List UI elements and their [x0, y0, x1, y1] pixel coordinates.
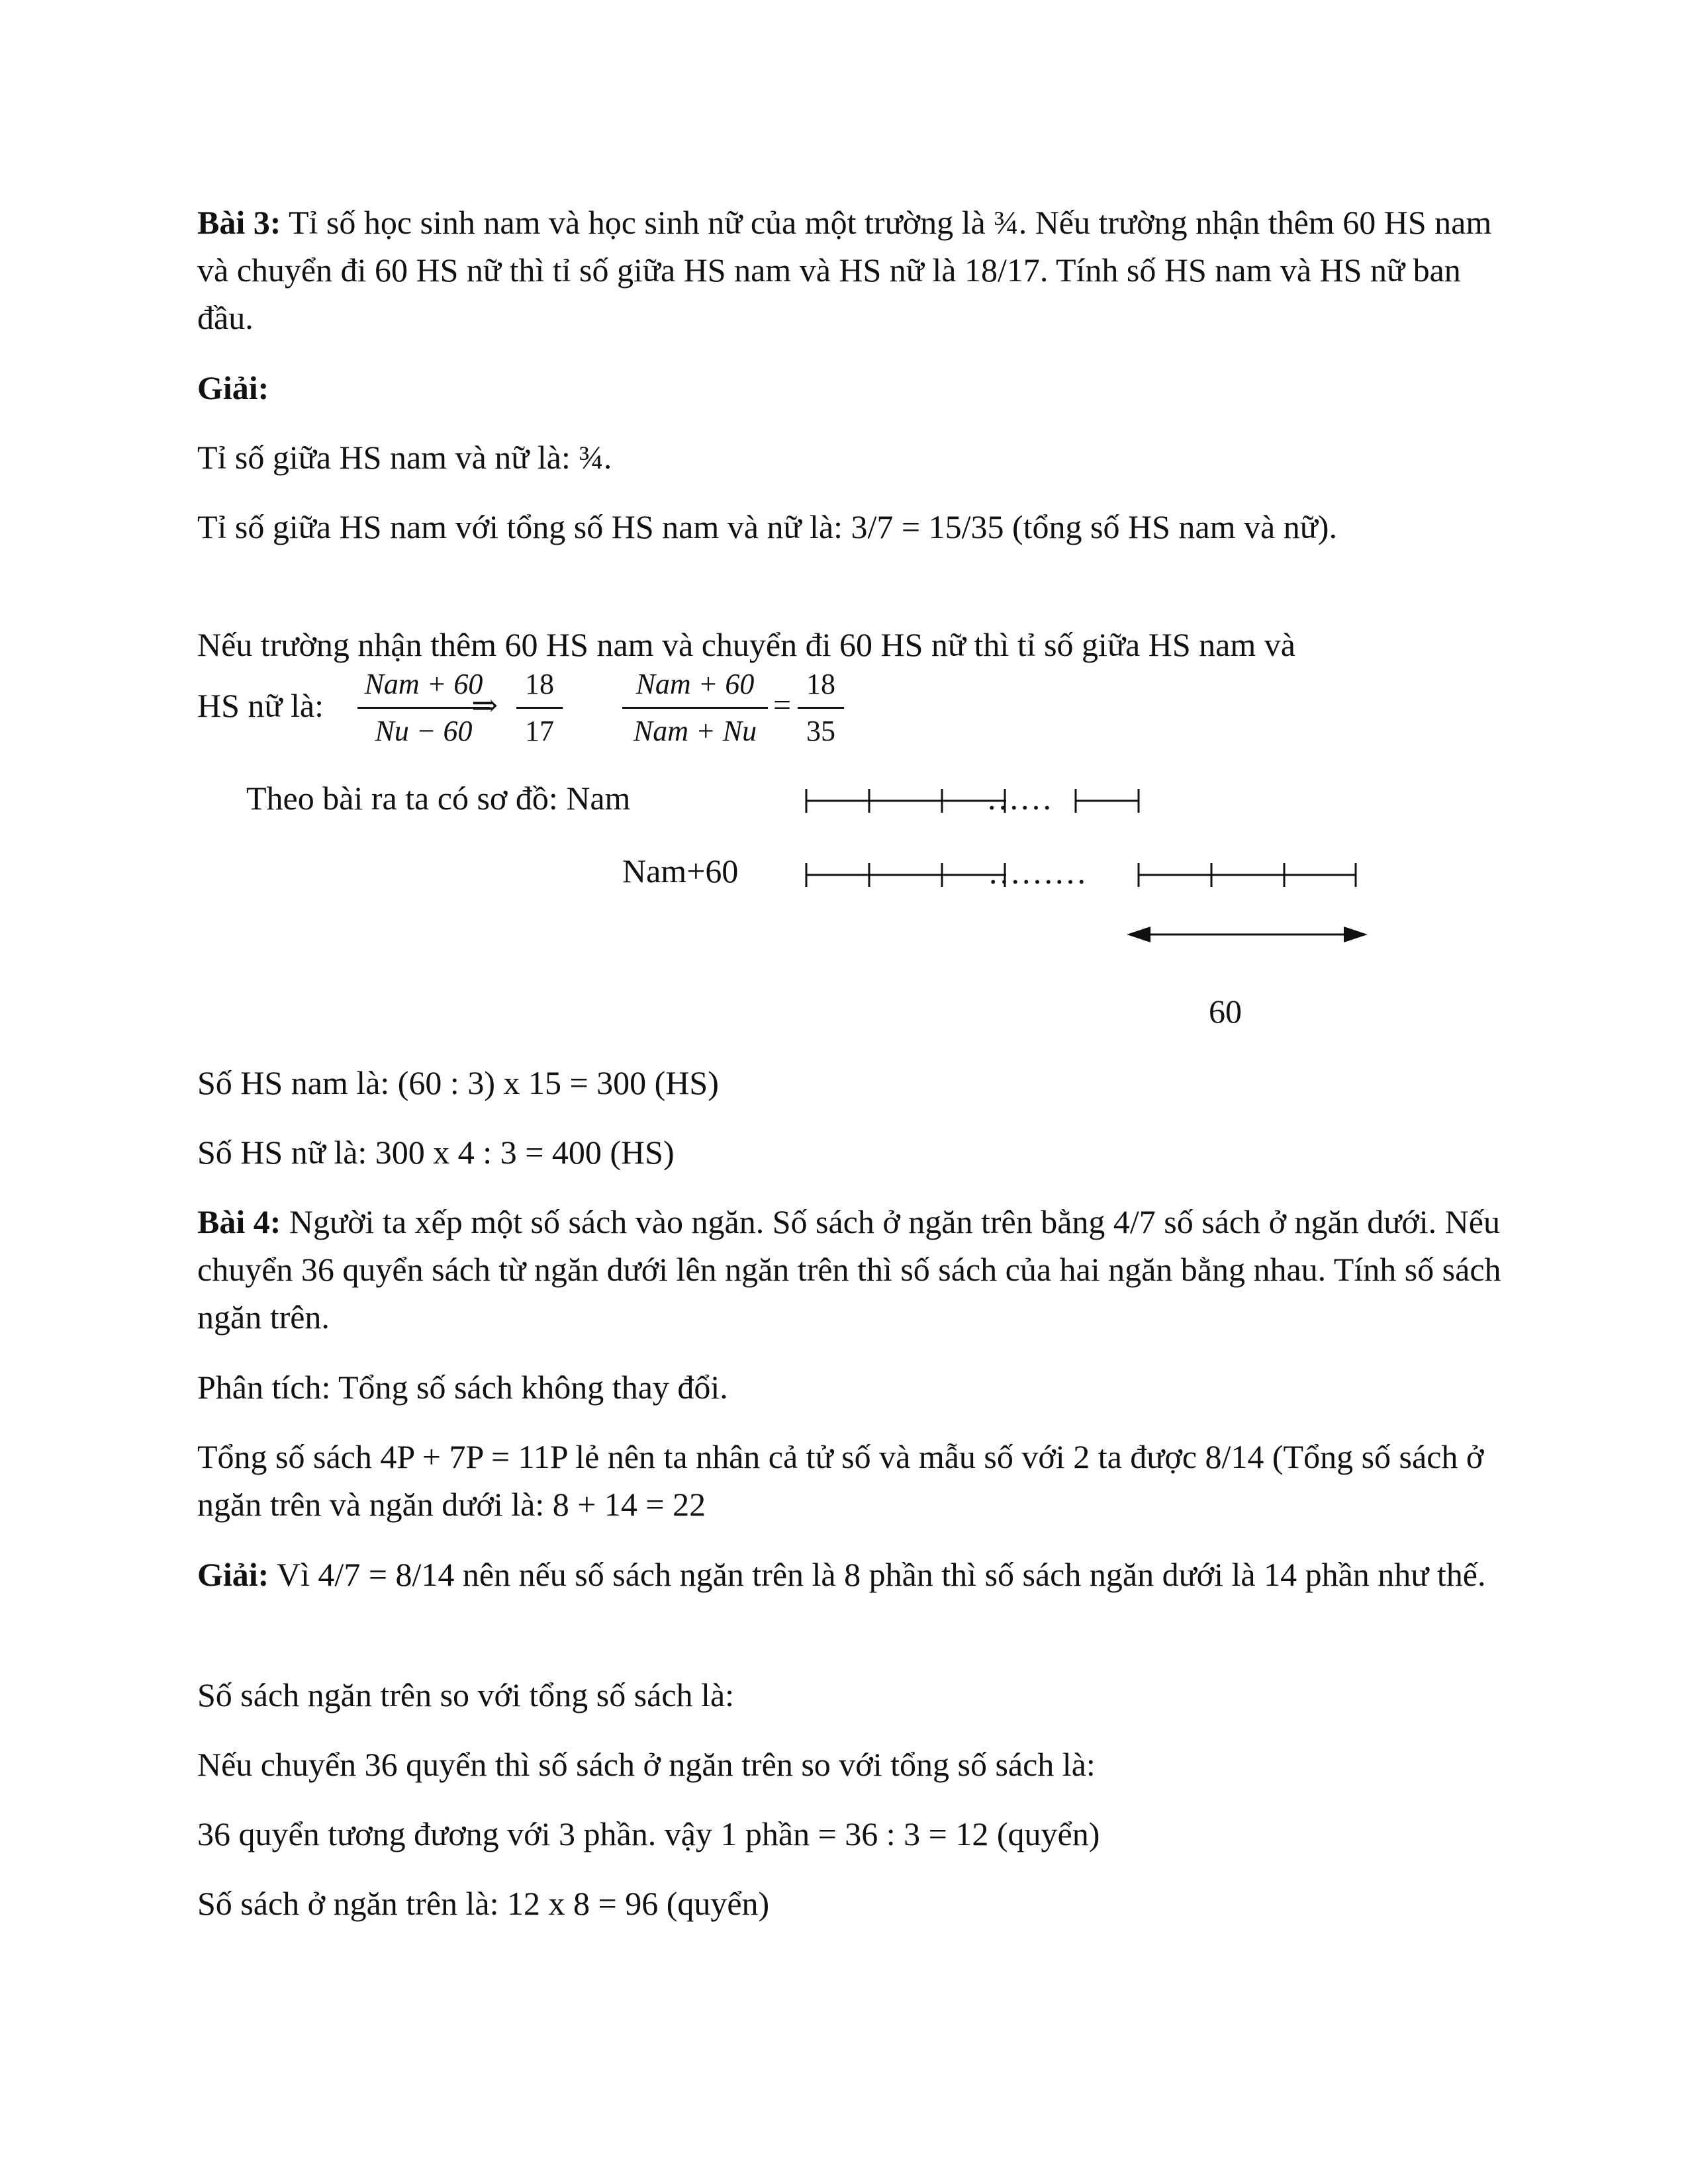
fraction-denominator: Nu − 60	[375, 715, 473, 747]
solution-4-label: Giải:	[197, 1556, 269, 1593]
solution-3-line-2: Tỉ số giữa HS nam với tổng số HS nam và nữ là: 3/7 = 15/35 (tổng số HS nam và nữ).	[197, 508, 1337, 545]
analysis-line-2: Tổng số sách 4P + 7P = 11P lẻ nên ta nhân cả tử số và mẫu số với 2 ta được 8/14 (Tổng số sách ở ngăn trên và ngăn dưới là: 8 + 14 = 22	[197, 1438, 1484, 1523]
fraction-numerator: 18	[806, 668, 835, 700]
diagram-span-label: 60	[1209, 993, 1242, 1030]
problem-3-text: Tỉ số học sinh nam và học sinh nữ của một trường là ¾. Nếu trường nhận thêm 60 HS nam và chuyển đi 60 HS nữ thì tỉ số giữa HS nam và HS nữ là 18/17. Tính số HS nam và HS nữ ban đầu.	[197, 204, 1492, 336]
segment-diagram	[0, 0, 1688, 1059]
solution-4-line-2: Nếu chuyển 36 quyển thì số sách ở ngăn trên so với tổng số sách là:	[197, 1746, 1096, 1783]
solution-4-line-3: 36 quyển tương đương với 3 phần. vậy 1 phần = 36 : 3 = 12 (quyển)	[197, 1815, 1100, 1852]
problem-4-label: Bài 4:	[197, 1203, 281, 1240]
solution-4-text: Vì 4/7 = 8/14 nên nếu số sách ngăn trên là 8 phần thì số sách ngăn dưới là 14 phần như thế.	[269, 1556, 1486, 1593]
fraction-numerator: Nam + 60	[364, 668, 483, 700]
solution-3-line-1: Tỉ số giữa HS nam và nữ là: ¾.	[197, 439, 612, 476]
fraction-denominator: 17	[525, 715, 554, 747]
diagram-row-nam	[806, 789, 1139, 813]
answer-3-boys: Số HS nam là: (60 : 3) x 15 = 300 (HS)	[197, 1064, 719, 1101]
fraction-numerator: 18	[525, 668, 554, 700]
diagram-dots-row-2: ………	[988, 854, 1087, 891]
solution-3-line-4: HS nữ là:	[197, 687, 324, 724]
analysis-line-1: Phân tích: Tổng số sách không thay đổi.	[197, 1369, 728, 1406]
diagram-row-2-label: Nam+60	[622, 852, 739, 889]
implies-arrow: ⇒	[471, 688, 498, 723]
fraction-denominator: Nam + Nu	[633, 715, 757, 747]
arrow-head-right	[1344, 927, 1368, 942]
problem-4	[197, 1198, 1515, 1341]
solution-4	[197, 1551, 1515, 1598]
answer-3-girls: Số HS nữ là: 300 x 4 : 3 = 400 (HS)	[197, 1134, 675, 1171]
problem-4-text: Người ta xếp một số sách vào ngăn. Số sách ở ngăn trên bằng 4/7 số sách ở ngăn dưới. Nếu chuyển 36 quyển sách từ ngăn dưới lên ngăn trên thì số sách của hai ngăn bằng nhau. Tính số sách ngăn trên.	[197, 1203, 1501, 1336]
solution-4-line-4: Số sách ở ngăn trên là: 12 x 8 = 96 (quyển)	[197, 1885, 770, 1922]
diagram-dots-row-1: ……	[986, 780, 1053, 817]
solution-3-heading: Giải:	[197, 369, 269, 406]
fraction-denominator: 35	[806, 715, 835, 747]
equals-sign: =	[773, 688, 792, 723]
solution-4-line-1: Số sách ngăn trên so với tổng số sách là:	[197, 1676, 735, 1713]
arrow-head-left	[1127, 927, 1150, 942]
fraction-numerator: Nam + 60	[635, 668, 755, 700]
problem-3-label: Bài 3:	[197, 204, 281, 241]
solution-3-line-3: Nếu trường nhận thêm 60 HS nam và chuyển đi 60 HS nữ thì tỉ số giữa HS nam và	[197, 626, 1295, 663]
diagram-intro: Theo bài ra ta có sơ đồ: Nam	[246, 780, 631, 817]
